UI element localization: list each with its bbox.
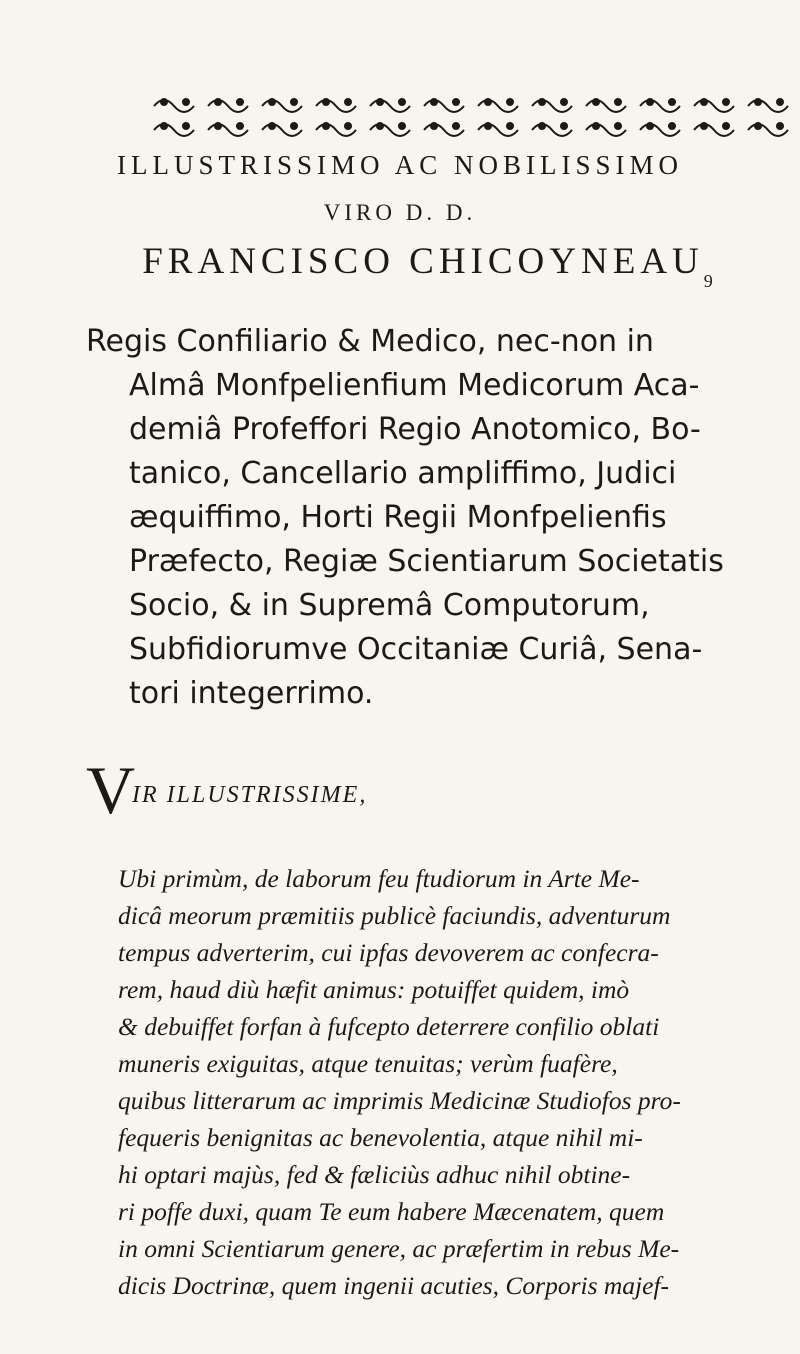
dedication-line: æquiffimo, Horti Regii Monfpelienfis: [129, 500, 667, 535]
body-line: tempus adverterim, cui ipfas devoverem ac confecra-: [118, 938, 659, 967]
body-line: ri poffe duxi, quam Te eum habere Mæcenatem, quem: [118, 1197, 665, 1226]
body-line: Ubi primùm, de laborum feu ftudiorum in Arte Me-: [118, 864, 640, 893]
dedicatee-name-text: FRANCISCO CHICOYNEAU: [142, 241, 704, 282]
dedication-titles: [86, 320, 800, 716]
body-line: & debuiffet forfan à fufcepto deterrere confilio oblati: [118, 1012, 660, 1041]
heading-dedicatee-title: ILLUSTRISSIMO AC NOBILISSIMO: [116, 150, 684, 180]
signature-mark: 9: [703, 271, 718, 291]
fleuron-ornament-band: [148, 92, 792, 140]
letter-body: [118, 860, 798, 1304]
dedication-line: demiâ Profeffori Regio Anotomico, Bo-: [129, 412, 701, 447]
body-line: rem, haud diù hæfit animus: potuiffet quidem, imò: [118, 975, 630, 1004]
dedication-line: Regis Confiliario & Medico, nec-non in: [86, 324, 654, 359]
body-line: muneris exiguitas, atque tenuitas; verùm fuafère,: [118, 1049, 618, 1078]
body-line: dicâ meorum præmitiis publicè faciundis, adventurum: [118, 901, 671, 930]
dedication-line: tori integerrimo.: [129, 676, 374, 711]
dedication-line: Almâ Monfpelienfium Medicorum Aca-: [129, 368, 700, 403]
drop-initial: V: [86, 752, 136, 828]
body-line: dicis Doctrinæ, quem ingenii acuties, Corporis majef-: [118, 1271, 670, 1300]
heading-dedicatee-name: [30, 240, 800, 292]
body-line: hi optari majùs, fed & fæliciùs adhuc nihil obtine-: [118, 1160, 631, 1189]
dedication-line: Præfecto, Regiæ Scientiarum Societatis: [129, 544, 724, 579]
dedication-line: tanico, Cancellario ampliffimo, Judici: [129, 456, 677, 491]
heading-viro: VIRO D. D.: [323, 200, 477, 225]
body-line: fequeris benignitas ac benevolentia, atque nihil mi-: [118, 1123, 643, 1152]
dedication-line: Subfidiorumve Occitaniæ Curiâ, Sena-: [129, 632, 703, 667]
body-line: in omni Scientiarum genere, ac præfertim in rebus Me-: [118, 1234, 680, 1263]
dedication-line: Socio, & in Supremâ Computorum,: [129, 588, 650, 623]
body-line: quibus litterarum ac imprimis Medicinæ Studiofos pro-: [118, 1086, 681, 1115]
salutation-text: IR ILLUSTRISSIME,: [132, 782, 368, 808]
